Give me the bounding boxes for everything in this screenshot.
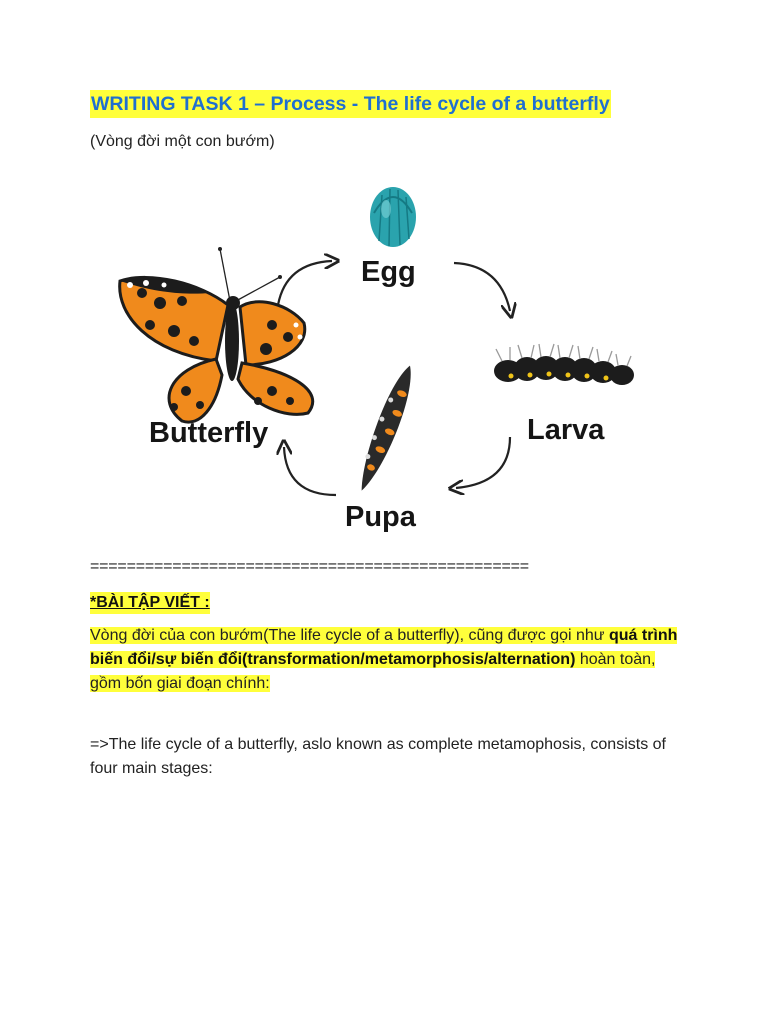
exercise-heading: *BÀI TẬP VIẾT : xyxy=(90,592,210,614)
stage-label-pupa: Pupa xyxy=(345,501,416,533)
larva-image xyxy=(494,344,634,385)
arrow-egg-to-larva xyxy=(454,263,510,311)
vietnamese-paragraph-part2: hoàn toàn, gồm bốn giai đoạn chính: xyxy=(90,651,656,692)
stage-label-larva: Larva xyxy=(527,414,605,446)
arrow-pupa-to-butterfly xyxy=(284,447,336,495)
pupa-image xyxy=(352,362,422,494)
egg-image xyxy=(370,187,416,247)
stage-label-butterfly: Butterfly xyxy=(149,417,269,449)
vietnamese-paragraph xyxy=(90,624,690,696)
vietnamese-paragraph-bold-terms: quá trình biến đổi/sự biến đổi(transformation/metamorphosis/alternation) xyxy=(90,627,678,668)
cycle-arrows xyxy=(278,261,510,495)
page-subtitle: (Vòng đời một con bướm) xyxy=(90,133,275,150)
stage-label-egg: Egg xyxy=(361,256,416,288)
vietnamese-paragraph-part1: Vòng đời của con bướm(The life cycle of a butterfly), cũng được gọi như xyxy=(90,627,609,644)
arrow-butterfly-to-egg xyxy=(278,261,332,305)
life-cycle-diagram xyxy=(90,165,680,543)
arrow-larva-to-pupa xyxy=(456,437,510,488)
butterfly-image xyxy=(120,247,313,422)
english-paragraph: =>The life cycle of a butterfly, aslo known as complete metamophosis, consists of four main stages: xyxy=(90,736,666,777)
life-cycle-illustration xyxy=(90,165,680,543)
page-title: WRITING TASK 1 – Process - The life cycle of a butterfly xyxy=(90,90,611,118)
separator-line: ================================================ xyxy=(90,558,529,575)
